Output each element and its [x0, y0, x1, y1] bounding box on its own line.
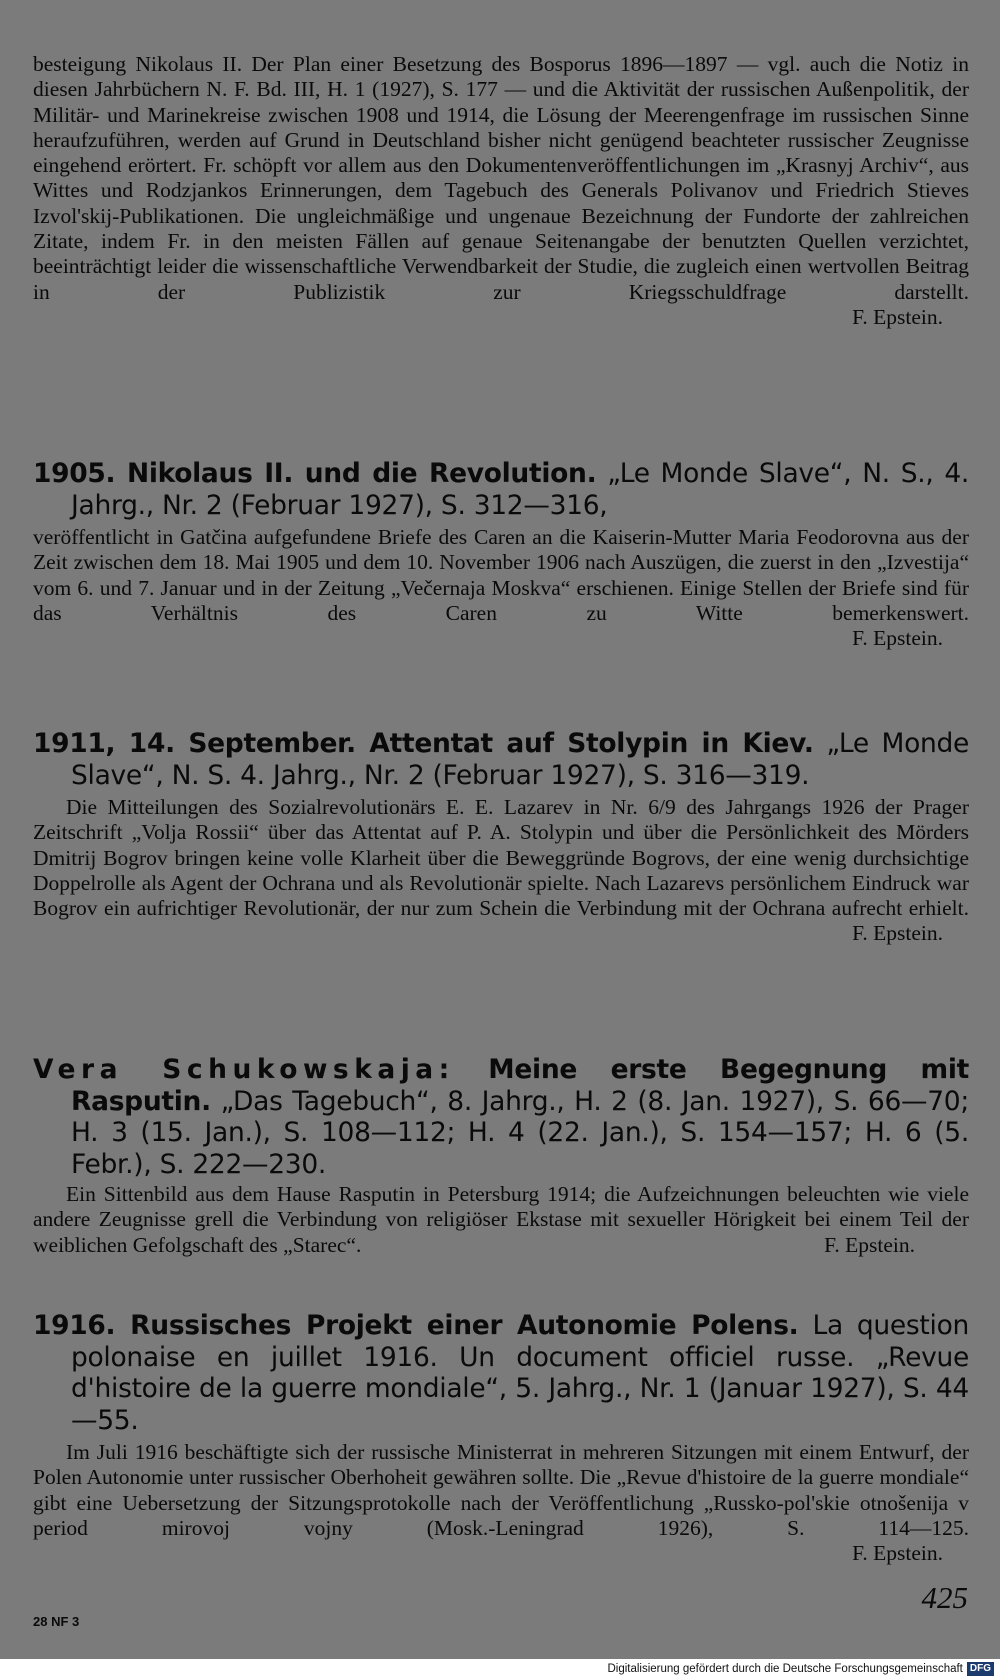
dfg-logo: DFG — [967, 1662, 994, 1676]
intro-block — [33, 52, 969, 330]
entry-source: „Le Monde Slave“, N. S., 4. Jahrg., Nr. 2 (Februar 1927), S. 312—316, — [71, 458, 969, 521]
entry-heading — [33, 458, 969, 521]
entry-title: 1916. Russisches Projekt einer Autonomie Polens. — [33, 1310, 799, 1341]
entry-paragraph: Die Mitteilungen des Sozialrevolutionärs E. E. Lazarev in Nr. 6/9 des Jahrgangs 1926 der Prager Zeitschrift „Volja Rossii“ über das Attentat auf P. A. Stolypin und über die Persönlichkeit des Mörders Dmitrij Bogrov bringen keine volle Klarheit über die Beweggründe Bogrovs, der eine wenig durchsichtige Doppelrolle als Agent der Ochrana und als Revolutionär spielte. Nach Lazarevs persönlichem Eindruck war Bogrov ein aufrichtiger Revolutionär, der nur zum Schein die Verbindung mit der Ochrana aufrecht erhielt. — [33, 795, 969, 921]
entry-paragraph: Im Juli 1916 beschäftigte sich der russische Ministerrat in mehreren Sitzungen mit einem Entwurf, der Polen Autonomie unter russischer Oberhoheit gewähren sollte. Die „Revue d'histoire de la guerre mondiale“ gibt eine Uebersetzung der Sitzungsprotokolle nach der Veröffentlichung „Russko-pol'skie otnošenija v period mirovoj vojny (Mosk.-Leningrad 1926), S. 114—125. — [33, 1440, 969, 1540]
entry-title: Meine erste Begegnung mit Rasputin. — [71, 1054, 969, 1117]
entry-source: „Le Monde Slave“, N. S. 4. Jahrg., Nr. 2 (Februar 1927), S. 316—319. — [71, 728, 969, 791]
digitization-footer — [0, 1659, 1000, 1679]
entry-paragraph: Ein Sittenbild aus dem Hause Rasputin in Petersburg 1914; die Aufzeichnungen beleuchten wie viele andere Zeugnisse grell die Verbindung von religiöser Ekstase mit sexueller Hörigkeit bei einem Teil der weiblichen Gefolgschaft des „Starec“. — [33, 1182, 969, 1257]
entry-signature: F. Epstein. — [852, 626, 943, 651]
entry-signature: F. Epstein. — [852, 921, 943, 946]
entry-signature: F. Epstein. — [852, 1541, 943, 1566]
entry-1905 — [33, 458, 969, 651]
entry-source: „Das Tagebuch“, 8. Jahrg., H. 2 (8. Jan. 1927), S. 66—70; H. 3 (15. Jan.), S. 108—112; H. 4 (22. Jan.), S. 154—157; H. 6 (5. Febr.), S. 222—230. — [71, 1085, 969, 1180]
intro-signature: F. Epstein. — [852, 304, 943, 329]
page-number: 425 — [921, 1580, 968, 1615]
entry-1911 — [33, 728, 969, 946]
entry-schukowskaja — [33, 1054, 969, 1258]
entry-heading — [33, 728, 969, 791]
entry-author: Vera Schukowskaja: — [33, 1054, 455, 1085]
sheet-signature-mark: 28 NF 3 — [33, 1614, 80, 1629]
entry-title: 1905. Nikolaus II. und die Revolution. — [33, 458, 597, 489]
entry-1916 — [33, 1310, 969, 1566]
entry-signature: F. Epstein. — [824, 1232, 915, 1257]
entry-source: La question polonaise en juillet 1916. Un document officiel russe. „Revue d'histoire de la guerre mondiale“, 5. Jahrg., Nr. 1 (Januar 1927), S. 44—55. — [71, 1310, 969, 1436]
entry-heading — [33, 1310, 969, 1436]
footer-credit: Digitalisierung gefördert durch die Deutsche Forschungsgemeinschaft — [607, 1663, 963, 1675]
entry-heading — [33, 1054, 969, 1180]
intro-paragraph: besteigung Nikolaus II. Der Plan einer Besetzung des Bosporus 1896—1897 — vgl. auch die Notiz in diesen Jahrbüchern N. F. Bd. III, H. 1 (1927), S. 177 — und die Aktivität der russischen Außenpolitik, der Militär- und Marinekreise zwischen 1908 und 1914, die Lösung der Meerengenfrage im russischen Sinne heraufzuführen, werden auf Grund in Deutschland bisher nicht genügend beachteter russischer Zeugnisse eingehend erörtert. Fr. schöpft vor allem aus den Dokumentenveröffentlichungen im „Krasnyj Archiv“, aus Wittes und Rodzjankos Erinnerungen, dem Tagebuch des Generals Polivanov und Friedrich Stieves Izvol'skij-Publikationen. Die ungleichmäßige und ungenaue Bezeichnung der Fundorte der zahlreichen Zitate, indem Fr. in den meisten Fällen auf genaue Seitenangabe der benutzten Quellen verzichtet, beeinträchtigt leider die wissenschaftliche Verwendbarkeit der Studie, die zugleich einen wertvollen Beitrag in der Publizistik zur Kriegsschuldfrage darstellt. — [33, 52, 969, 304]
entry-paragraph: veröffentlicht in Gatčina aufgefundene Briefe des Caren an die Kaiserin-Mutter Maria Feodorovna aus der Zeit zwischen dem 18. Mai 1905 und dem 10. November 1906 nach Auszügen, die zuerst in den „Izvestija“ vom 6. und 7. Januar und in der Zeitung „Večernaja Moskva“ erschienen. Einige Stellen der Briefe sind für das Verhältnis des Caren zu Witte bemerkenswert. — [33, 525, 969, 625]
entry-title: 1911, 14. September. Attentat auf Stolypin in Kiev. — [33, 728, 814, 759]
